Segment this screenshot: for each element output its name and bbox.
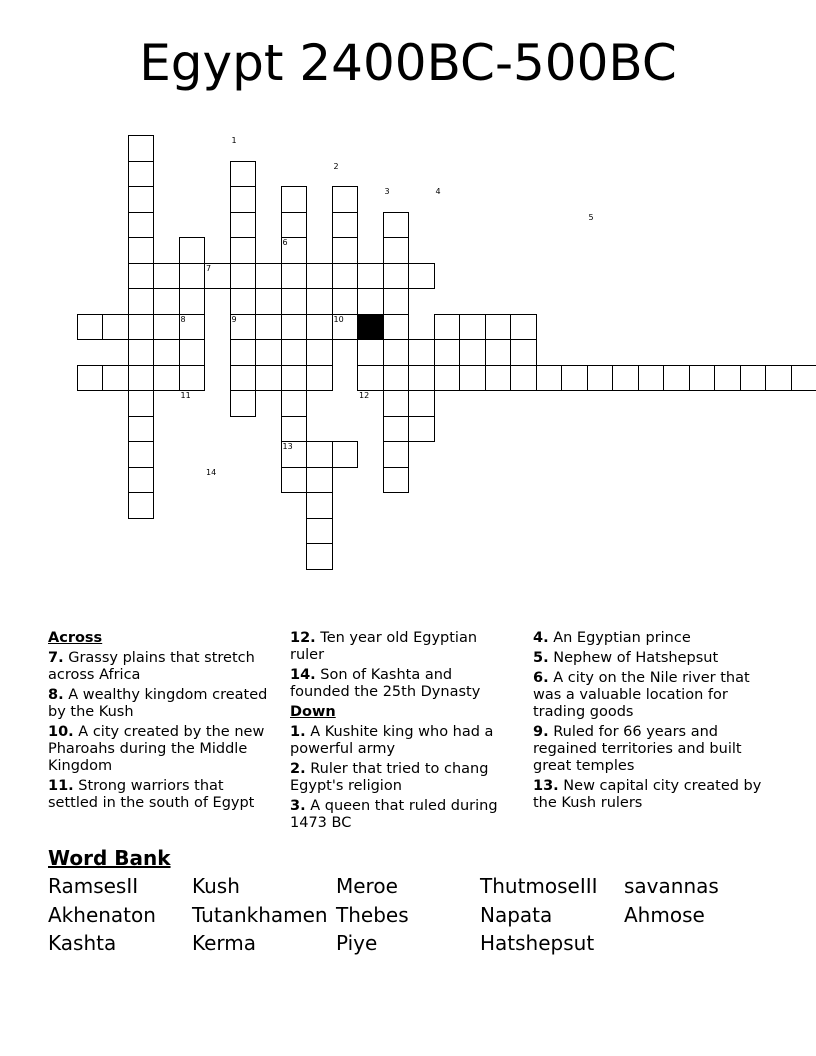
grid-cell[interactable] — [128, 161, 155, 188]
word-bank-item: savannas — [624, 874, 719, 898]
grid-cell[interactable] — [179, 263, 206, 290]
grid-cell[interactable] — [536, 365, 563, 392]
clue-across-14: 14. Son of Kashta and founded the 25th Dynasty — [290, 667, 481, 700]
grid-cell[interactable] — [255, 288, 282, 315]
grid-cell[interactable] — [306, 365, 333, 392]
grid-cell[interactable] — [306, 441, 333, 468]
grid-cell[interactable] — [281, 467, 308, 494]
grid-cell[interactable] — [408, 390, 435, 417]
grid-cell[interactable] — [128, 314, 155, 341]
grid-cell[interactable] — [306, 467, 333, 494]
word-bank-item: Hatshepsut — [480, 931, 595, 955]
grid-cell[interactable] — [306, 263, 333, 290]
clues-column-1 — [48, 630, 276, 815]
grid-cell[interactable] — [332, 288, 359, 315]
grid-cell[interactable] — [383, 314, 410, 341]
clue-down-13: 13. New capital city created by the Kush rulers — [533, 778, 762, 811]
clue-number-11: 11 — [180, 391, 191, 400]
grid-cell[interactable] — [306, 543, 333, 570]
clues-column-3 — [533, 630, 768, 815]
grid-cell[interactable] — [230, 339, 257, 366]
word-bank-item: Thebes — [336, 903, 409, 927]
grid-cell[interactable] — [791, 365, 816, 392]
grid-cell[interactable] — [638, 365, 665, 392]
word-bank-item: Kerma — [192, 931, 257, 955]
grid-cell[interactable] — [153, 365, 180, 392]
grid-cell[interactable] — [128, 467, 155, 494]
grid-cell[interactable] — [281, 339, 308, 366]
grid-cell[interactable] — [306, 492, 333, 519]
clue-across-11: 11. Strong warriors that settled in the south of Egypt — [48, 778, 255, 811]
grid-cell[interactable] — [510, 339, 537, 366]
grid-cell[interactable] — [561, 365, 588, 392]
grid-cell[interactable] — [383, 212, 410, 239]
grid-cell[interactable] — [255, 365, 282, 392]
grid-cell[interactable] — [230, 263, 257, 290]
grid-cell[interactable] — [306, 518, 333, 545]
grid-cell[interactable] — [306, 314, 333, 341]
grid-cell[interactable] — [230, 161, 257, 188]
grid-cell[interactable] — [408, 263, 435, 290]
grid-cell[interactable] — [281, 314, 308, 341]
grid-cell[interactable] — [179, 365, 206, 392]
grid-cell[interactable] — [434, 365, 461, 392]
grid-cell[interactable] — [459, 365, 486, 392]
grid-cell[interactable] — [306, 339, 333, 366]
grid-cell[interactable] — [128, 365, 155, 392]
grid-cell[interactable] — [128, 263, 155, 290]
word-bank-item: RamsesII — [48, 874, 139, 898]
grid-cell[interactable] — [714, 365, 741, 392]
clue-number-3: 3 — [384, 187, 390, 196]
grid-cell[interactable] — [357, 288, 384, 315]
grid-cell[interactable] — [485, 314, 512, 341]
grid-cell[interactable] — [128, 186, 155, 213]
grid-cell[interactable] — [510, 314, 537, 341]
clues-column-2 — [290, 630, 515, 835]
grid-cell[interactable] — [153, 263, 180, 290]
grid-cell[interactable] — [332, 237, 359, 264]
grid-cell[interactable] — [332, 212, 359, 239]
grid-cell[interactable] — [383, 339, 410, 366]
grid-cell[interactable] — [77, 365, 104, 392]
grid-cell[interactable] — [281, 288, 308, 315]
grid-cell[interactable] — [128, 237, 155, 264]
grid-cell[interactable] — [332, 186, 359, 213]
grid-cell[interactable] — [510, 365, 537, 392]
grid-cell[interactable] — [128, 135, 155, 162]
grid-cell[interactable] — [434, 339, 461, 366]
clue-down-9: 9. Ruled for 66 years and regained territories and built great temples — [533, 724, 742, 774]
grid-cell[interactable] — [77, 314, 104, 341]
grid-cell[interactable] — [281, 365, 308, 392]
grid-cell[interactable] — [281, 186, 308, 213]
grid-cell[interactable] — [383, 237, 410, 264]
grid-cell[interactable] — [230, 186, 257, 213]
grid-cell[interactable] — [408, 339, 435, 366]
page-title: Egypt 2400BC-500BC — [139, 34, 677, 92]
grid-cell[interactable] — [281, 263, 308, 290]
grid-cell[interactable] — [255, 263, 282, 290]
grid-cell[interactable] — [357, 339, 384, 366]
clue-number-2: 2 — [333, 161, 339, 171]
grid-cell[interactable] — [230, 390, 257, 417]
grid-cell[interactable] — [128, 416, 155, 443]
grid-cell[interactable] — [179, 288, 206, 315]
grid-cell[interactable] — [230, 212, 257, 239]
clue-down-2: 2. Ruler that tried to chang Egypt's religion — [290, 761, 489, 794]
clue-number-1: 1 — [231, 136, 237, 145]
grid-cell[interactable] — [408, 416, 435, 443]
word-bank-item: Meroe — [336, 874, 398, 898]
grid-cell[interactable] — [485, 365, 512, 392]
grid-cell[interactable] — [102, 314, 129, 341]
grid-cell[interactable] — [587, 365, 614, 392]
grid-cell[interactable] — [230, 288, 257, 315]
grid-cell[interactable] — [128, 441, 155, 468]
grid-cell[interactable] — [689, 365, 716, 392]
word-bank-item: Akhenaton — [48, 903, 156, 927]
grid-cell[interactable] — [383, 365, 410, 392]
grid-cell[interactable] — [740, 365, 767, 392]
word-bank-item: Tutankhamen — [192, 903, 328, 927]
clue-down-1: 1. A Kushite king who had a powerful army — [290, 724, 494, 757]
grid-cell[interactable] — [128, 390, 155, 417]
grid-cell[interactable] — [281, 416, 308, 443]
clue-down-3: 3. A queen that ruled during 1473 BC — [290, 798, 498, 831]
grid-cell[interactable] — [357, 365, 384, 392]
grid-cell[interactable] — [383, 416, 410, 443]
clue-number-4: 4 — [435, 187, 441, 196]
grid-cell[interactable] — [383, 390, 410, 417]
word-bank-title: Word Bank — [48, 846, 171, 870]
grid-cell[interactable] — [663, 365, 690, 392]
black-cell — [357, 314, 384, 341]
grid-cell[interactable] — [255, 339, 282, 366]
grid-cell[interactable] — [230, 365, 257, 392]
word-bank-item: Kush — [192, 874, 240, 898]
grid-cell[interactable] — [434, 314, 461, 341]
clue-number-7: 7 — [206, 263, 212, 273]
grid-cell[interactable] — [281, 212, 308, 239]
clue-across-12: 12. Ten year old Egyptian ruler — [290, 630, 478, 663]
grid-cell[interactable] — [612, 365, 639, 392]
grid-cell[interactable] — [179, 237, 206, 264]
clue-number-10: 10 — [333, 314, 344, 324]
grid-cell[interactable] — [357, 263, 384, 290]
clue-down-4: 4. An Egyptian prince — [533, 630, 691, 646]
grid-cell[interactable] — [102, 365, 129, 392]
grid-cell[interactable] — [230, 237, 257, 264]
grid-cell[interactable] — [485, 339, 512, 366]
clue-number-13: 13 — [282, 442, 293, 451]
grid-cell[interactable] — [128, 288, 155, 315]
clue-down-5: 5. Nephew of Hatshepsut — [533, 650, 719, 666]
clue-across-7: 7. Grassy plains that stretch across Africa — [48, 650, 255, 683]
word-bank-item: Napata — [480, 903, 553, 927]
grid-cell[interactable] — [153, 314, 180, 341]
grid-cell[interactable] — [383, 288, 410, 315]
grid-cell[interactable] — [383, 263, 410, 290]
grid-cell[interactable] — [332, 441, 359, 468]
grid-cell[interactable] — [128, 339, 155, 366]
grid-cell[interactable] — [383, 467, 410, 494]
grid-cell[interactable] — [128, 492, 155, 519]
grid-cell[interactable] — [459, 339, 486, 366]
clue-down-6: 6. A city on the Nile river that was a valuable location for trading goods — [533, 670, 750, 720]
across-header: Across — [48, 630, 103, 646]
grid-cell[interactable] — [383, 441, 410, 468]
word-bank-item: Ahmose — [624, 903, 705, 927]
clue-across-10: 10. A city created by the new Pharoahs during the Middle Kingdom — [48, 724, 265, 774]
grid-cell[interactable] — [128, 212, 155, 239]
word-bank-item: Piye — [336, 931, 378, 955]
clue-number-12: 12 — [359, 391, 370, 400]
down-header: Down — [290, 704, 336, 720]
grid-cell[interactable] — [765, 365, 792, 392]
clue-number-5: 5 — [588, 212, 594, 222]
grid-cell[interactable] — [255, 314, 282, 341]
clue-number-8: 8 — [180, 314, 186, 324]
clue-number-9: 9 — [231, 314, 237, 324]
clue-number-14: 14 — [206, 467, 217, 477]
grid-cell[interactable] — [281, 390, 308, 417]
grid-cell[interactable] — [179, 339, 206, 366]
clue-across-8: 8. A wealthy kingdom created by the Kush — [48, 687, 268, 720]
grid-cell[interactable] — [332, 263, 359, 290]
word-bank-item: Kashta — [48, 931, 117, 955]
clue-number-6: 6 — [282, 238, 288, 247]
word-bank-item: ThutmoseIII — [480, 874, 598, 898]
grid-cell[interactable] — [459, 314, 486, 341]
